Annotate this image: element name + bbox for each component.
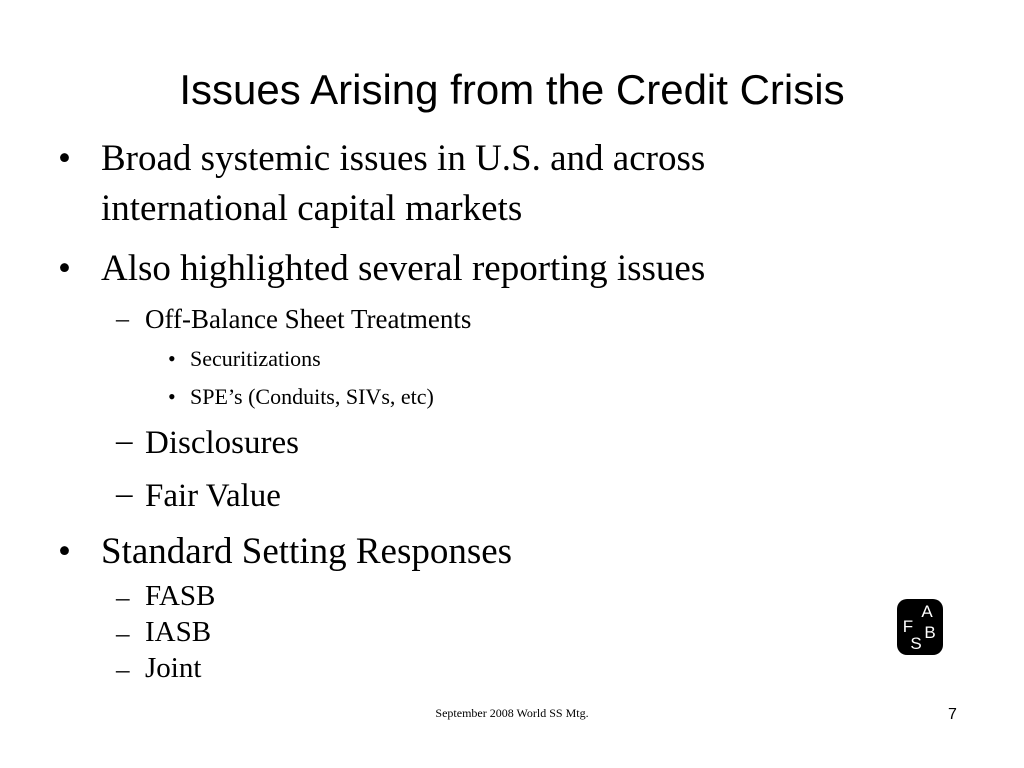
dash-marker: –	[116, 304, 129, 333]
sub-item-disclosures: Disclosures	[145, 425, 299, 461]
page-number: 7	[948, 706, 957, 723]
dash-marker: –	[116, 618, 130, 648]
bullet-2: Also highlighted several reporting issues	[101, 248, 706, 289]
sub-item-fasb: FASB	[145, 580, 216, 612]
bullet-marker: •	[58, 138, 71, 179]
dash-marker: –	[116, 423, 133, 459]
bullet-marker: •	[168, 346, 176, 371]
logo-letter-a: A	[921, 602, 933, 621]
sub-item-joint: Joint	[145, 652, 202, 684]
sub-item-off-balance: Off-Balance Sheet Treatments	[145, 304, 472, 334]
fasb-logo-icon	[896, 598, 944, 656]
bullet-marker: •	[58, 531, 71, 572]
logo-letter-f: F	[902, 617, 914, 636]
sub-item-fair-value: Fair Value	[145, 478, 281, 514]
bullet-marker: •	[168, 384, 176, 409]
bullet-3: Standard Setting Responses	[101, 531, 513, 572]
bullet-marker: •	[58, 248, 71, 289]
sub-sub-item-spes: SPE’s (Conduits, SIVs, etc)	[190, 384, 434, 409]
logo-letter-b: B	[924, 623, 936, 642]
logo-letter-s: S	[910, 634, 922, 653]
sub-sub-item-securitizations: Securitizations	[190, 346, 321, 371]
slide-footer: September 2008 World SS Mtg.	[435, 706, 589, 720]
sub-item-iasb: IASB	[145, 616, 212, 648]
bullet-1-line-1: Broad systemic issues in U.S. and across	[101, 138, 706, 179]
dash-marker: –	[116, 582, 130, 612]
bullet-1-line-2: international capital markets	[101, 188, 523, 229]
dash-marker: –	[116, 654, 130, 684]
dash-marker: –	[116, 476, 133, 512]
slide-title: Issues Arising from the Credit Crisis	[179, 66, 845, 113]
